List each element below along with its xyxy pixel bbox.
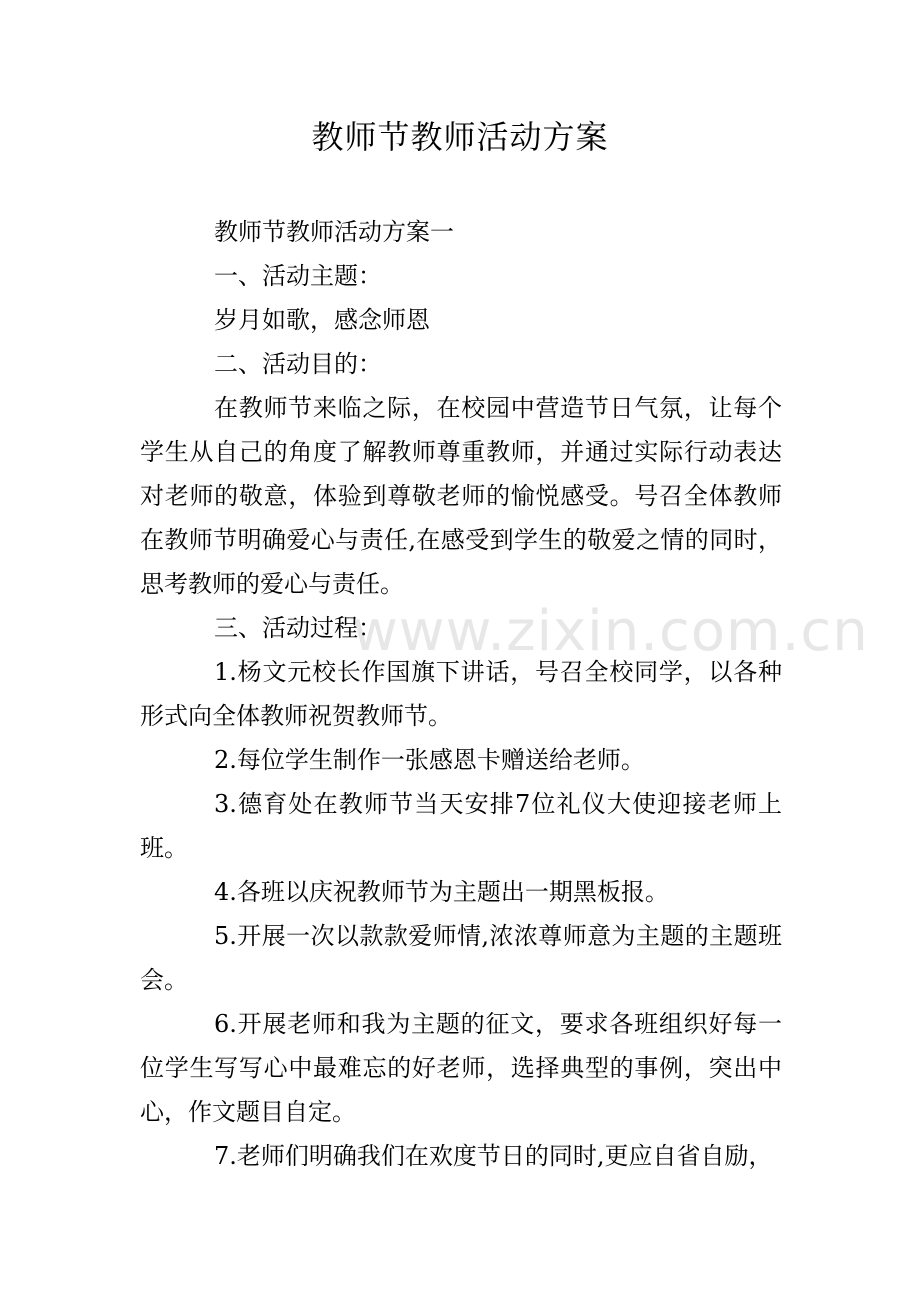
list-item: 5.开展一次以款款爱师情,浓浓尊师意为主题的主题班会。 [140, 922, 782, 994]
list-item: 7.老师们明确我们在欢度节日的同时,更应自省自励， [214, 1142, 773, 1170]
list-item: 3.德育处在教师节当天安排7位礼仪大使迎接老师上班。 [140, 790, 782, 862]
list-item: 2.每位学生制作一张感恩卡赠送给老师。 [214, 746, 645, 774]
section-heading: 三、活动过程： [214, 614, 382, 642]
document-title: 教师节教师活动方案 [311, 118, 609, 156]
document-body [140, 210, 782, 1178]
section-heading: 一、活动主题： [214, 262, 382, 290]
section-heading: 二、活动目的： [214, 350, 382, 378]
list-item: 1.杨文元校长作国旗下讲话，号召全校同学，以各种形式向全体教师祝贺教师节。 [140, 658, 782, 730]
watermark: www.zixin.com.cn [352, 599, 869, 664]
list-item: 6.开展老师和我为主题的征文，要求各班组织好每一位学生写写心中最难忘的好老师，选择典型的事例，突出中心，作文题目自定。 [140, 1010, 782, 1126]
paragraph: 岁月如歌，感念师恩 [214, 306, 430, 334]
list-item: 4.各班以庆祝教师节为主题出一期黑板报。 [214, 878, 669, 906]
paragraph: 在教师节来临之际，在校园中营造节日气氛，让每个学生从自己的角度了解教师尊重教师，并通过实际行动表达对老师的敬意，体验到尊敬老师的愉悦感受。号召全体教师在教师节明确爱心与责任,在感受到学生的敬爱之情的同时，思考教师的爱心与责任。 [140, 394, 782, 598]
section-heading: 教师节教师活动方案一 [214, 218, 454, 246]
